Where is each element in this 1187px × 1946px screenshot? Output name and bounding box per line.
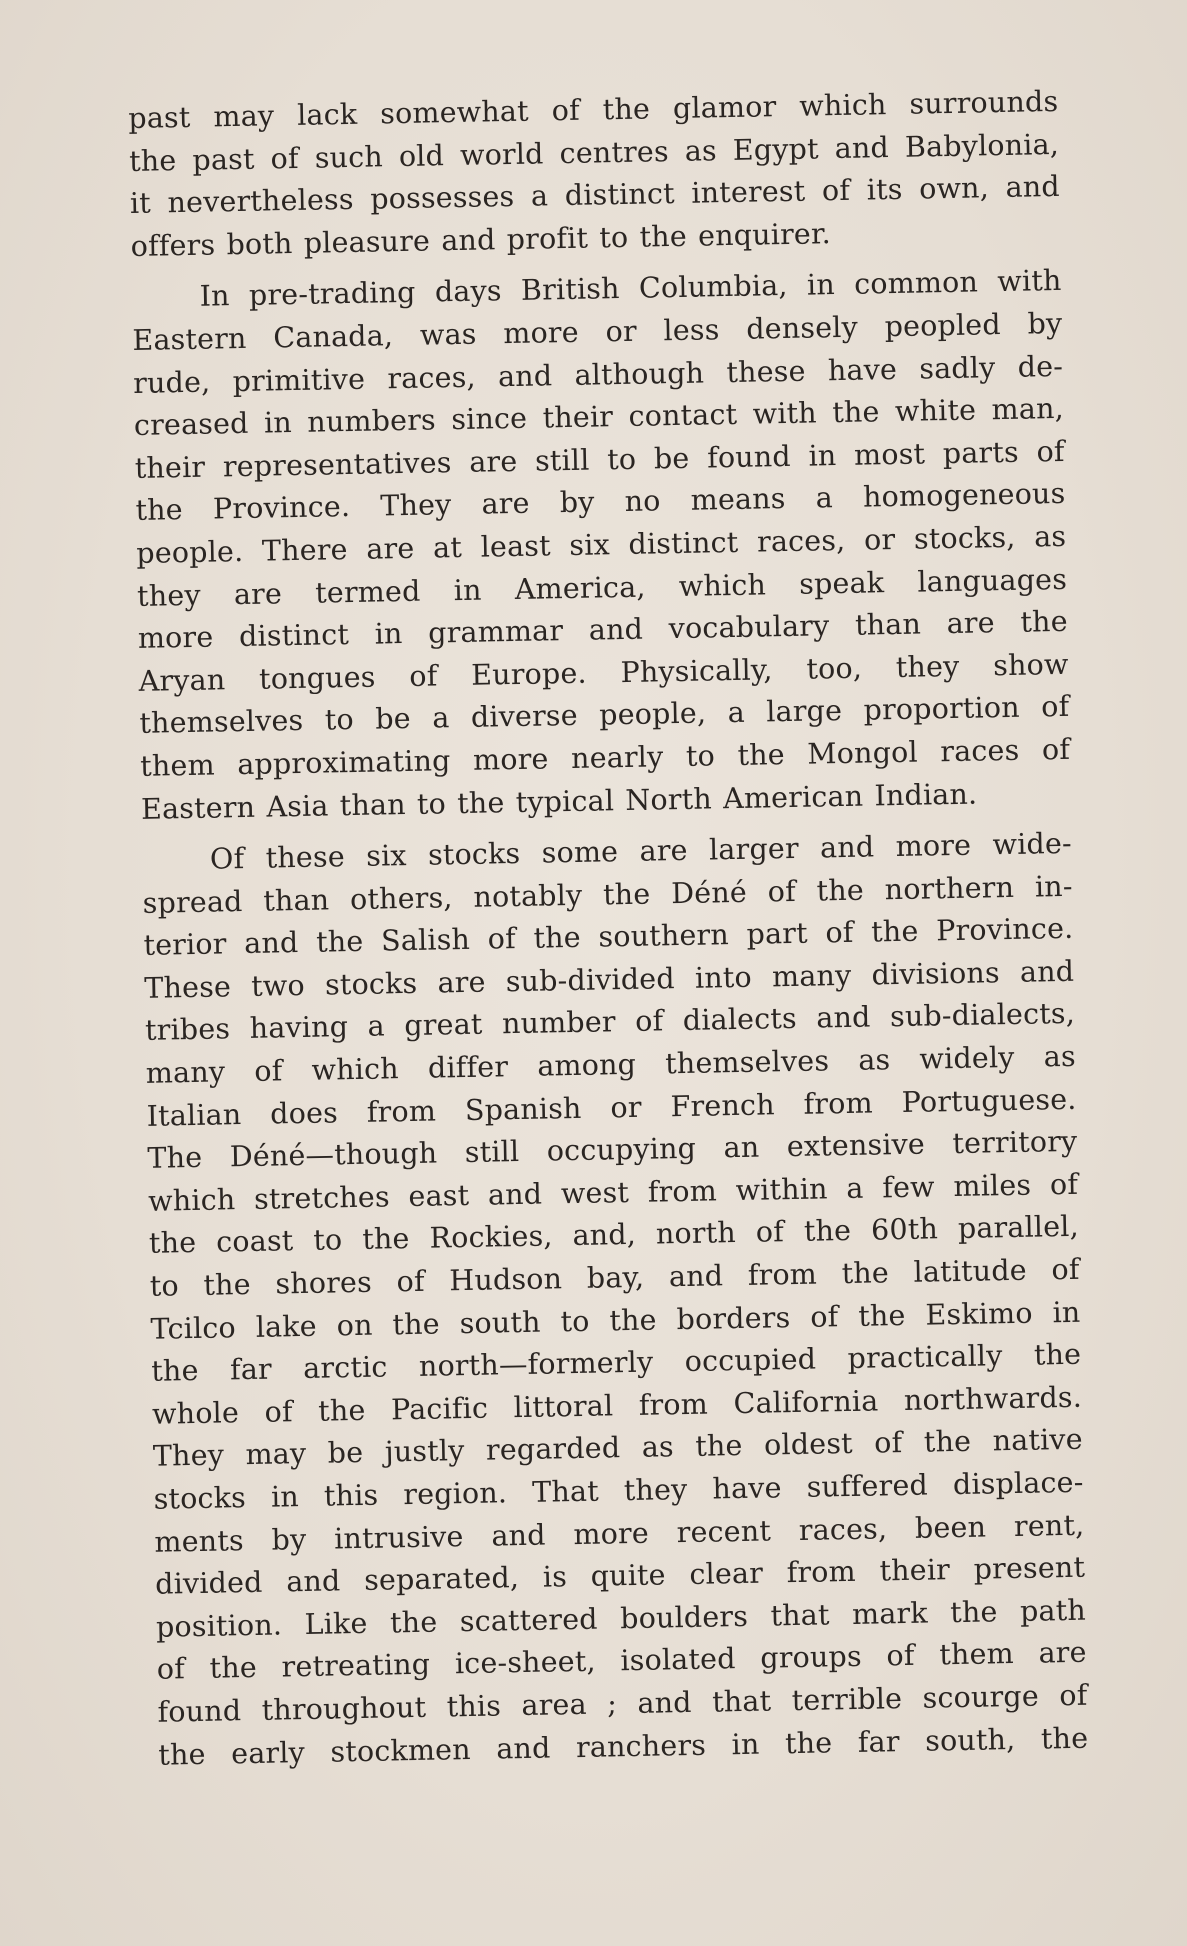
text-line: Eastern Asia than to the typical North American Indian. [140,777,978,826]
text-line: themselves to be a diverse people, a large proportion of [139,690,1070,741]
text-line: Aryan tongues of Europe. Physically, too, they show [138,647,1069,698]
text-line: divided and separated, is quite clear from their present [154,1550,1086,1601]
paragraph [142,823,1089,1777]
text-line: Italian does from Spanish or French from Portuguese. [146,1082,1077,1133]
text-line: position. Like the scattered boulders that mark the path [155,1593,1087,1644]
text-line: the Province. They are by no means a homogeneous [135,477,1066,528]
text-line: In pre-trading days British Columbia, in common with [199,264,1062,314]
paragraph [128,81,1061,268]
text-line: Of these six stocks some are larger and more wide- [209,826,1073,876]
text-line: Tcilco lake on the south to the borders of the Eskimo in [150,1295,1081,1346]
body-text [128,81,1089,1777]
text-line: spread than others, notably the Déné of the northern in- [142,869,1073,920]
text-line: whole of the Pacific littoral from California northwards. [151,1380,1083,1431]
text-line: which stretches east and west from within a few miles of [147,1167,1079,1218]
text-line: Eastern Canada, was more or less densely peopled by [132,306,1063,357]
text-line: many of which differ among themselves as widely as [145,1039,1077,1090]
text-line: the far arctic north—formerly occupied practically the [151,1337,1082,1389]
text-line: stocks in this region. That they have suffered displace- [153,1465,1084,1516]
text-line: rude, primitive races, and although these have sadly de- [132,349,1064,400]
text-line: They may be justly regarded as the oldest of the native [152,1423,1084,1474]
text-line: ments by intrusive and more recent races, been rent, [154,1508,1085,1559]
paragraph [131,260,1071,831]
text-line: more distinct in grammar and vocabulary than are the [137,604,1069,656]
text-line: the coast to the Rockies, and, north of the 60th parallel, [148,1210,1080,1261]
text-line: the early stockmen and ranchers in the far south, the [158,1721,1089,1772]
text-line: offers both pleasure and profit to the enquirer. [130,216,832,263]
text-line: found throughout this area ; and that terrible scourge of [157,1678,1088,1729]
text-line: the past of such old world centres as Egypt and Babylonia, [128,127,1060,178]
text-line: them approximating more nearly to the Mongol races of [139,732,1071,783]
text-line: of the retreating ice-sheet, isolated groups of them are [156,1636,1087,1687]
text-line: tribes having a great number of dialects and sub-dialects, [144,997,1076,1048]
text-line: they are termed in America, which speak languages [136,562,1068,613]
text-line: to the shores of Hudson bay, and from the latitude of [149,1252,1080,1303]
text-line: people. There are at least six distinct races, or stocks, as [136,519,1067,570]
text-line: The Déné—though still occupying an extensive territory [147,1125,1078,1176]
text-line: their representatives are still to be found in most parts of [134,434,1065,485]
text-line: terior and the Salish of the southern part of the Province. [143,912,1074,963]
text-line: creased in numbers since their contact with the white man, [133,392,1065,443]
text-line: past may lack somewhat of the glamor which surrounds [128,84,1059,135]
text-line: These two stocks are sub-divided into many divisions and [144,954,1075,1005]
text-line: it nevertheless possesses a distinct interest of its own, and [129,170,1061,221]
